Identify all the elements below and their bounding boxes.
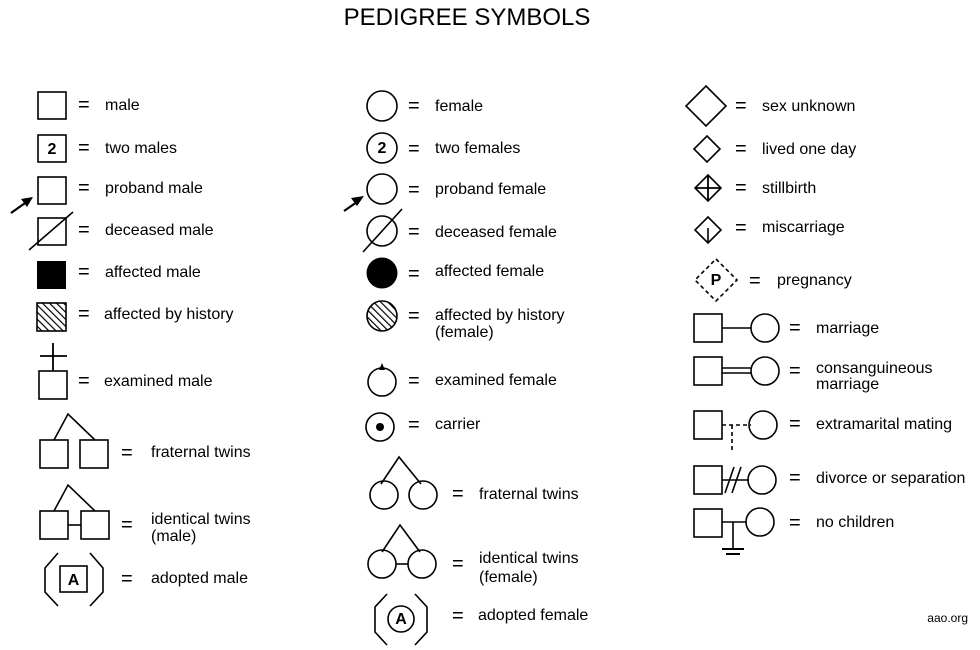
label-deceased-female: deceased female (435, 224, 557, 241)
label-two-females: two females (435, 140, 521, 157)
twin-circle-icon (370, 481, 398, 509)
two-males-count: 2 (47, 141, 57, 158)
legend-carrier (366, 413, 481, 441)
legend-examined-female (368, 363, 557, 396)
legend-no-children (694, 508, 894, 554)
label-no-children: no children (816, 514, 895, 531)
label-fraternal-twins-female: fraternal twins (479, 486, 579, 503)
twin-square-icon (40, 440, 68, 468)
equals-sign: = (789, 360, 801, 382)
label-identical-twins-male-2: (male) (151, 528, 197, 545)
legend-stillbirth (695, 175, 816, 201)
affected-male-square-icon (37, 261, 66, 289)
label-adopted-female: adopted female (478, 607, 589, 624)
equals-sign: = (121, 442, 133, 464)
divorce-square-icon (694, 466, 722, 494)
consanguineous-square-icon (694, 357, 722, 385)
identical-twins-line-icon (382, 525, 420, 552)
legend-miscarriage (695, 217, 845, 243)
label-stillbirth: stillbirth (762, 180, 817, 197)
fraternal-twins-line-icon (54, 414, 95, 440)
label-divorce-or-separation: divorce or separation (816, 470, 966, 487)
affected-by-history-circle-icon (367, 301, 397, 331)
legend-female (367, 91, 483, 121)
female-circle-icon (367, 91, 397, 121)
label-miscarriage: miscarriage (762, 219, 845, 236)
marriage-circle-icon (751, 314, 779, 342)
legend-divorce-or-separation (694, 466, 965, 494)
pregnancy-letter: P (710, 272, 722, 289)
equals-sign: = (408, 414, 420, 436)
equals-sign: = (735, 138, 747, 160)
equals-sign: = (78, 137, 90, 159)
legend-identical-twins-female (368, 525, 579, 586)
legend-adopted-female (375, 594, 588, 645)
label-identical-twins-female-2: (female) (479, 569, 538, 586)
adopted-female-letter: A (395, 611, 407, 628)
label-examined-female: examined female (435, 372, 557, 389)
label-two-males: two males (105, 140, 178, 157)
label-male: male (105, 97, 140, 114)
equals-sign: = (789, 317, 801, 339)
legend-fraternal-twins-male (40, 414, 251, 468)
adopted-male-letter: A (67, 572, 80, 589)
label-deceased-male: deceased male (105, 222, 214, 239)
equals-sign: = (735, 177, 747, 199)
label-sex-unknown: sex unknown (762, 98, 856, 115)
legend-two-females (367, 133, 520, 163)
twin-circle-icon (408, 550, 436, 578)
legend-affected-by-history-male (37, 303, 234, 331)
equals-sign: = (735, 95, 747, 117)
divorce-circle-icon (748, 466, 776, 494)
equals-sign: = (78, 303, 90, 325)
extramarital-square-icon (694, 411, 722, 439)
label-affected-by-history-female-1: affected by history (435, 307, 565, 324)
equals-sign: = (78, 94, 90, 116)
male-square-icon (38, 92, 66, 119)
equals-sign: = (452, 605, 464, 627)
equals-sign: = (78, 219, 90, 241)
adopted-bracket-right-icon (415, 594, 427, 645)
equals-sign: = (78, 370, 90, 392)
label-identical-twins-male-1: identical twins (151, 511, 251, 528)
affected-female-circle-icon (367, 258, 398, 289)
equals-sign: = (78, 261, 90, 283)
legend-male (38, 92, 140, 119)
lived-one-day-diamond-icon (694, 136, 720, 162)
label-fraternal-twins-male: fraternal twins (151, 444, 251, 461)
affected-by-history-square-icon (37, 303, 66, 331)
legend-proband-female (344, 174, 546, 211)
legend-deceased-female (363, 209, 557, 252)
legend-affected-by-history-female (367, 301, 565, 341)
legend-deceased-male (29, 212, 214, 250)
adopted-bracket-left-icon (375, 594, 387, 645)
label-consanguineous-2: marriage (816, 376, 880, 393)
adopted-bracket-left-icon (45, 553, 58, 606)
equals-sign: = (408, 95, 420, 117)
sex-unknown-diamond-icon (686, 86, 726, 126)
label-female: female (435, 98, 484, 115)
proband-male-square-icon (38, 177, 66, 204)
proband-female-circle-icon (367, 174, 397, 204)
twin-square-icon (40, 511, 68, 539)
equals-sign: = (408, 221, 420, 243)
page-title: PEDIGREE SYMBOLS (343, 4, 591, 31)
label-carrier: carrier (435, 416, 481, 433)
two-females-count: 2 (377, 140, 387, 157)
legend-two-males (38, 135, 177, 162)
legend-sex-unknown (686, 86, 855, 126)
equals-sign: = (408, 263, 420, 285)
twin-circle-icon (368, 550, 396, 578)
equals-sign: = (408, 138, 420, 160)
legend-proband-male (11, 177, 203, 213)
twin-circle-icon (409, 481, 437, 509)
examined-male-square-icon (39, 371, 67, 399)
equals-sign: = (408, 179, 420, 201)
twin-square-icon (81, 511, 109, 539)
equals-sign: = (735, 217, 747, 239)
label-proband-female: proband female (435, 181, 547, 198)
legend-affected-female (367, 258, 545, 289)
legend-identical-twins-male (40, 485, 251, 545)
legend-lived-one-day (694, 136, 856, 162)
label-lived-one-day: lived one day (762, 141, 857, 158)
label-affected-by-history: affected by history (104, 306, 234, 323)
legend-extramarital-mating (694, 411, 952, 453)
equals-sign: = (408, 305, 420, 327)
label-affected-female: affected female (435, 263, 545, 280)
legend-examined-male (39, 343, 213, 399)
legend-adopted-male (45, 553, 248, 606)
adopted-bracket-right-icon (90, 553, 103, 606)
no-children-square-icon (694, 509, 722, 537)
label-proband-male: proband male (105, 180, 203, 197)
equals-sign: = (408, 370, 420, 392)
marriage-square-icon (694, 314, 722, 342)
label-adopted-male: adopted male (151, 570, 248, 587)
equals-sign: = (789, 467, 801, 489)
label-affected-male: affected male (105, 264, 201, 281)
carrier-dot-icon (376, 423, 384, 431)
no-children-circle-icon (746, 508, 774, 536)
label-identical-twins-female-1: identical twins (479, 550, 579, 567)
examined-female-circle-icon (368, 368, 396, 396)
equals-sign: = (789, 512, 801, 534)
label-pregnancy: pregnancy (777, 272, 852, 289)
label-examined-male: examined male (104, 373, 213, 390)
extramarital-circle-icon (749, 411, 777, 439)
legend-fraternal-twins-female (370, 457, 579, 509)
label-affected-by-history-female-2: (female) (435, 324, 494, 341)
examined-mark-icon (379, 363, 385, 370)
legend-consanguineous-marriage (694, 357, 933, 393)
credit-text: aao.org (927, 611, 968, 625)
consanguineous-circle-icon (751, 357, 779, 385)
identical-twins-line-icon (54, 485, 95, 511)
legend-marriage (694, 314, 879, 342)
equals-sign: = (749, 270, 761, 292)
legend-affected-male (37, 261, 201, 289)
label-marriage: marriage (816, 320, 880, 337)
equals-sign: = (452, 483, 464, 505)
fraternal-twins-line-icon (381, 457, 421, 484)
equals-sign: = (78, 177, 90, 199)
legend-pregnancy (695, 259, 852, 301)
equals-sign: = (121, 568, 133, 590)
label-consanguineous-1: consanguineous (816, 360, 933, 377)
equals-sign: = (789, 413, 801, 435)
equals-sign: = (121, 514, 133, 536)
twin-square-icon (80, 440, 108, 468)
label-extramarital-mating: extramarital mating (816, 416, 953, 433)
equals-sign: = (452, 553, 464, 575)
